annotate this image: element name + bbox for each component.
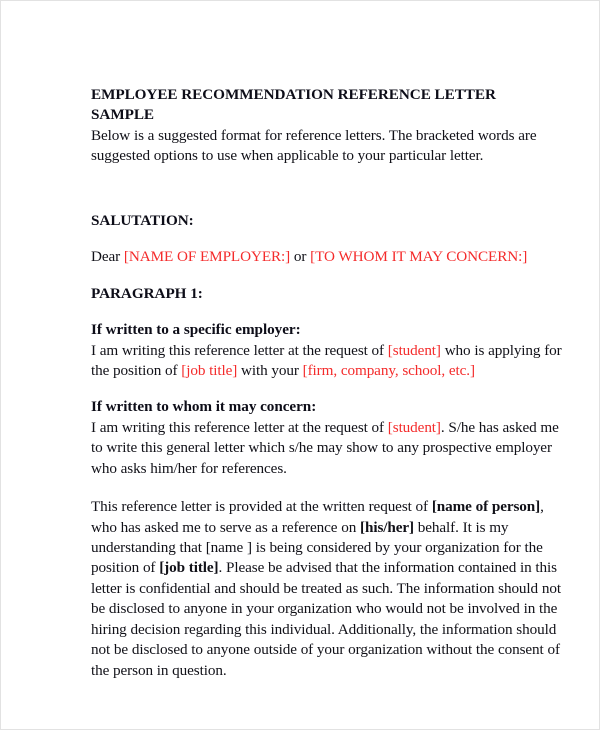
paragraph-1-heading: PARAGRAPH 1: bbox=[91, 284, 203, 302]
specific-employer-paragraph bbox=[91, 341, 565, 382]
closing-text-1: This reference letter is provided at the written request of bbox=[91, 498, 432, 516]
spacer-after-paragraph-1-heading bbox=[91, 304, 565, 320]
spacer-after-salutation-heading bbox=[91, 231, 565, 247]
specific-employer-text-1: I am writing this reference letter at the request of bbox=[91, 341, 388, 359]
to-whom-text-2: . S/he has asked me to write this general letter which s/he may show to any prospective employer who asks him/her for references. bbox=[91, 418, 559, 477]
document-title bbox=[91, 85, 565, 126]
closing-text-2: , who has asked me to serve as a reference on bbox=[91, 498, 544, 536]
document-body bbox=[91, 85, 565, 681]
closing-text-3: behalf. It is my understanding that [name ] is being considered by your organization for the position of bbox=[91, 518, 543, 577]
document-title-line-1: EMPLOYEE RECOMMENDATION REFERENCE LETTER bbox=[91, 86, 496, 103]
salutation-concern-placeholder: [TO WHOM IT MAY CONCERN:] bbox=[310, 248, 528, 266]
salutation-employer-placeholder: [NAME OF EMPLOYER:] bbox=[123, 248, 291, 266]
to-whom-placeholder-student: [student] bbox=[387, 418, 441, 436]
spacer-after-salutation-line bbox=[91, 268, 565, 284]
specific-employer-placeholder-job-title: [job title] bbox=[181, 361, 238, 379]
closing-bold-job-title: [job title] bbox=[159, 559, 219, 577]
spacer-after-intro bbox=[91, 167, 565, 211]
salutation-conjunction: or bbox=[290, 248, 311, 266]
specific-employer-text-2: who is applying for the position of bbox=[91, 341, 562, 379]
closing-paragraph bbox=[91, 497, 565, 681]
document-title-line-2: SAMPLE bbox=[91, 106, 154, 124]
salutation-dear-prefix: Dear bbox=[91, 248, 124, 266]
salutation-line bbox=[91, 247, 565, 267]
specific-employer-placeholder-student: [student] bbox=[387, 341, 441, 359]
to-whom-paragraph bbox=[91, 418, 565, 479]
spacer-after-to-whom bbox=[91, 479, 565, 497]
specific-employer-subheading: If written to a specific employer: bbox=[91, 321, 301, 339]
to-whom-subheading: If written to whom it may concern: bbox=[91, 398, 317, 416]
to-whom-text-1: I am writing this reference letter at the request of bbox=[91, 418, 388, 436]
intro-paragraph: Below is a suggested format for reference letters. The bracketed words are suggested options to use when applicable to your particular letter. bbox=[91, 126, 537, 165]
closing-bold-name-of-person: [name of person] bbox=[431, 498, 541, 516]
specific-employer-placeholder-firm: [firm, company, school, etc.] bbox=[302, 361, 475, 379]
salutation-heading: SALUTATION: bbox=[91, 211, 194, 229]
spacer-after-specific-employer bbox=[91, 381, 565, 397]
closing-text-4: . Please be advised that the information contained in this letter is confidential and should be treated as such. The information should not be disclosed to anyone in your organization who would not be involved in the hiring decision regarding this individual. Additionally, the information should not be disclosed to anyone outside of your organization without the consent of the person in question. bbox=[91, 559, 561, 679]
specific-employer-text-3: with your bbox=[237, 361, 303, 379]
closing-bold-his-her: [his/her] bbox=[360, 518, 414, 536]
